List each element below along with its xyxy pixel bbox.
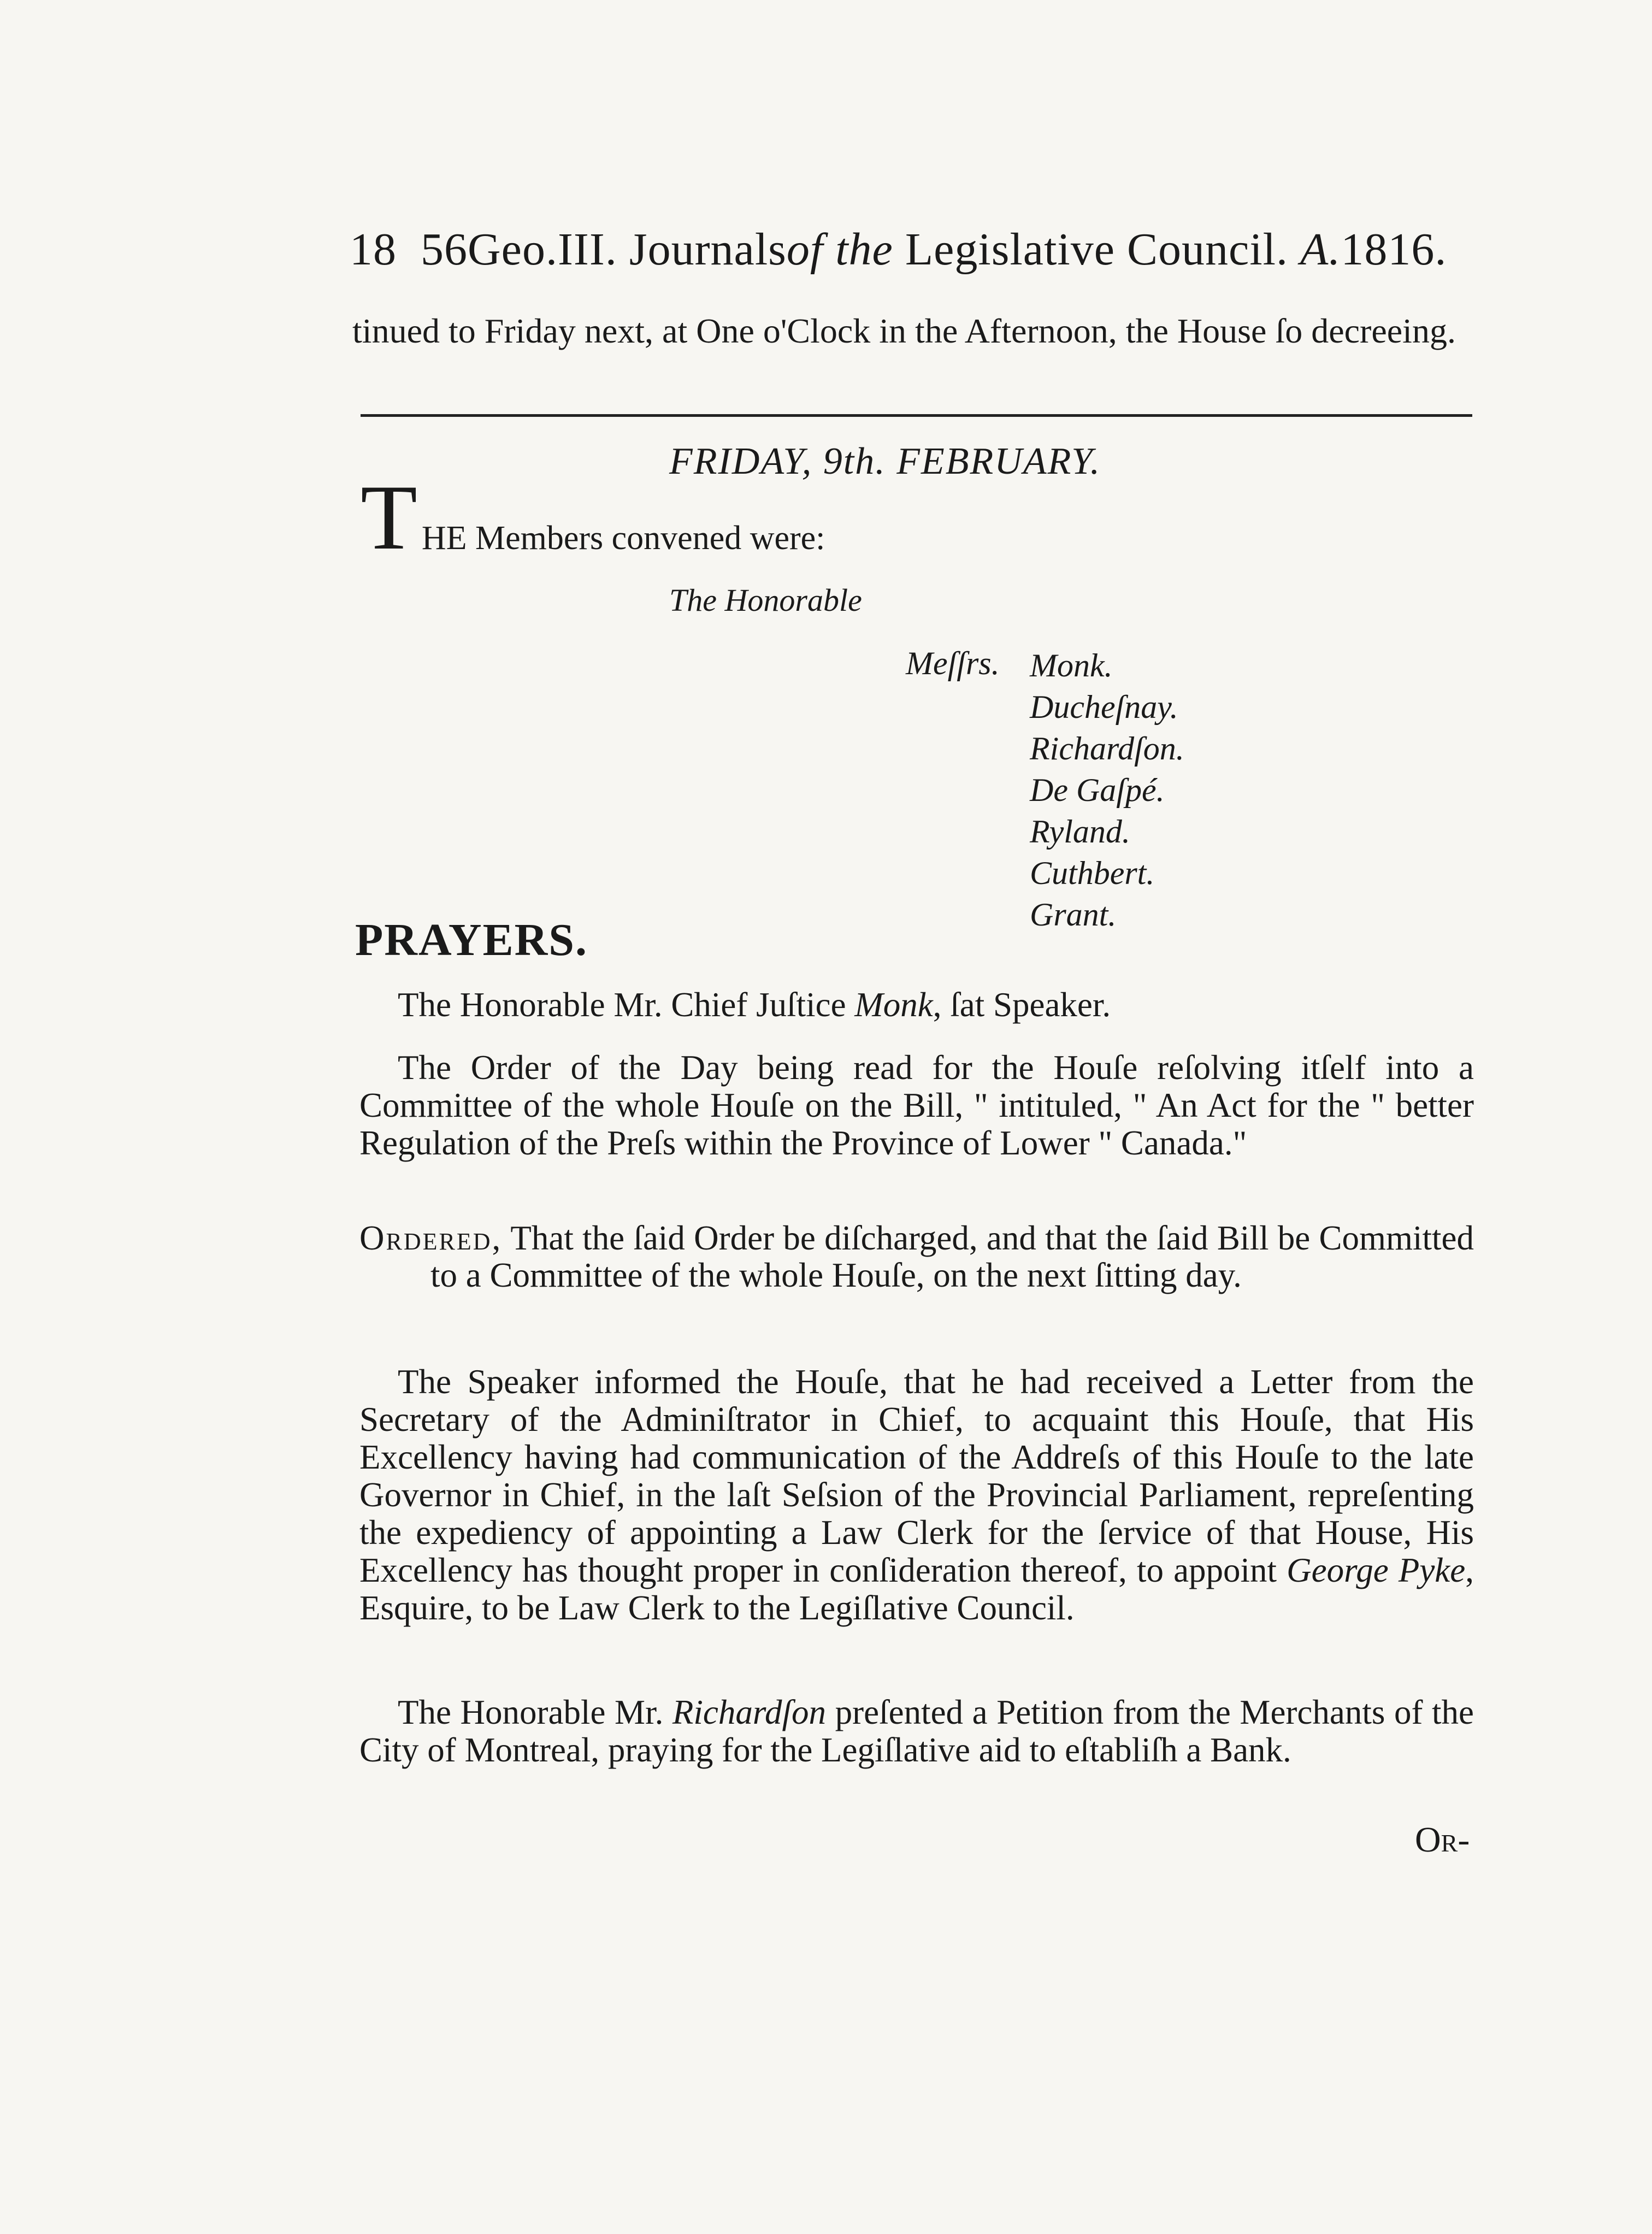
letter-paragraph [359, 1363, 1474, 1627]
member-name: Richardſon. [1030, 730, 1184, 767]
petition-text-before: The Honorable Mr. [398, 1693, 672, 1731]
prayers-heading: PRAYERS. [355, 915, 588, 965]
petitioner-name: Richardſon [672, 1693, 827, 1731]
member-name: Ducheſnay. [1030, 689, 1178, 725]
petition-paragraph [359, 1694, 1474, 1769]
speaker-name: Monk [854, 986, 933, 1024]
ordered-paragraph [359, 1219, 1474, 1294]
running-head [350, 220, 1475, 280]
speaker-paragraph [359, 986, 1474, 1024]
messrs-label: Meſſrs. [906, 645, 1000, 681]
letter-text-before: The Speaker informed the Houſe, that he had received a Letter from the Secretary of the Adminiſtrator in Chief, to acquaint this Houſe, that His Excellency having had communication of the Addreſs of this Houſe to the late Governor in Chief, in the laſt Seſsion of the Provincial Parliament, repreſenting the expediency of appointing a Law Clerk for the ſervice of that House, His Excellency has thought proper in conſideration thereof, to appoint [359, 1363, 1474, 1589]
section-rule [361, 414, 1472, 417]
order-of-day-paragraph: The Order of the Day being read for the Houſe reſolving itſelf into a Committee of the whole Houſe on the Bill, " intituled, " An Act for the " better Regulation of the Preſs within the Province of Lower " Canada." [359, 1048, 1474, 1162]
convened-text: HE Members convened were: [421, 520, 825, 557]
member-list [1030, 645, 1184, 935]
petition-text-after: preſented a Petition from the Merchants of the City of Montreal, praying for the Legiſlative aid to eſtabliſh a Bank. [359, 1693, 1474, 1769]
drop-cap: T [361, 466, 417, 569]
regnal-label: 56Geo. [421, 224, 558, 275]
ordered-text: That the ſaid Order be diſcharged, and that the ſaid Bill be Committed to a Committee of the whole Houſe, on the next ſitting day. [430, 1219, 1474, 1294]
anno-label: A. [1300, 224, 1341, 275]
catchword: Or- [1415, 1820, 1470, 1860]
honorable-heading: The Honorable [669, 582, 862, 618]
law-clerk-name: George Pyke [1287, 1551, 1466, 1589]
year: 1816. [1341, 224, 1447, 275]
speaker-text-after: , ſat Speaker. [933, 986, 1111, 1024]
title-legislative: Legislative [905, 224, 1116, 275]
member-name: Cuthbert. [1030, 855, 1155, 891]
session-date: FRIDAY, 9th. FEBRUARY. [669, 440, 1101, 482]
title-journals: Journals [629, 224, 787, 275]
member-name: Monk. [1030, 647, 1113, 683]
member-name: De Gaſpé. [1030, 772, 1165, 808]
speaker-text-before: The Honorable Mr. Chief Juſtice [398, 986, 855, 1024]
page-number: 18 [350, 224, 397, 275]
ordered-label: Ordered, [359, 1219, 503, 1257]
member-name: Grant. [1030, 897, 1117, 933]
title-council: Council. [1127, 224, 1289, 275]
convened-line [361, 466, 825, 569]
continuation-text: tinued to Friday next, at One o'Clock in the Afternoon, the House ſo decreeing. [352, 311, 1456, 350]
member-name: Ryland. [1030, 814, 1130, 850]
title-of-the: of the [786, 224, 893, 275]
regnal-year: III. [557, 224, 617, 275]
letter-text-after: , Esquire, to be Law Clerk to the Legiſlative Council. [359, 1551, 1474, 1627]
